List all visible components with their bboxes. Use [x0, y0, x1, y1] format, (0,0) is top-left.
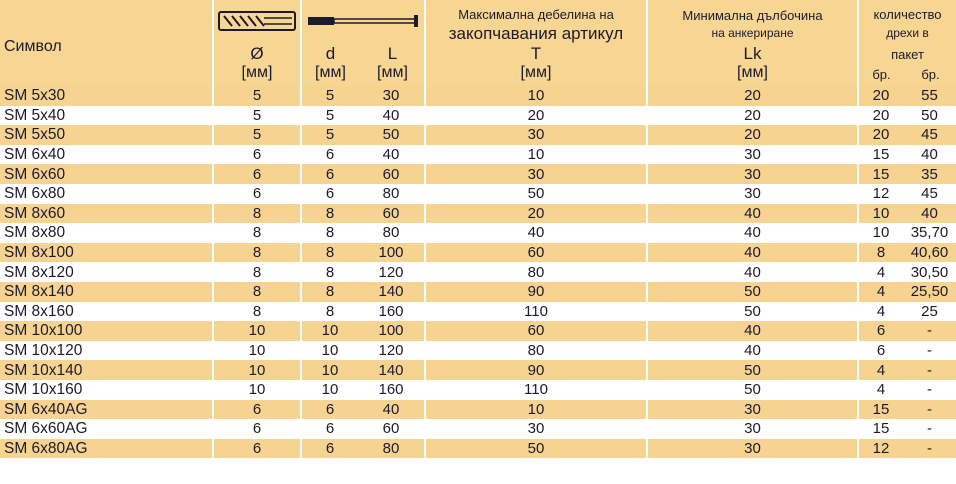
thickness-cell: 60 [425, 321, 647, 341]
diameter-cell: 5 [213, 125, 301, 145]
qty-box-cell: 40,60 [903, 243, 956, 263]
qty-pack-cell: 15 [858, 400, 903, 420]
symbol-cell: SM 5x50 [0, 125, 213, 145]
table-row [0, 262, 956, 282]
thickness-header-cell [425, 0, 647, 86]
depth-cell: 30 [647, 164, 858, 184]
quantity-header-line1: количество [873, 7, 942, 22]
d-cell: 10 [301, 321, 358, 341]
symbol-cell: SM 8x80 [0, 223, 213, 243]
quantity-col1-unit: бр. [872, 67, 891, 82]
table-row [0, 223, 956, 243]
depth-cell: 30 [647, 184, 858, 204]
qty-box-cell: - [903, 341, 956, 361]
depth-cell: 30 [647, 419, 858, 439]
diameter-cell: 6 [213, 145, 301, 165]
l-label: L [387, 44, 398, 63]
thickness-cell: 110 [425, 302, 647, 322]
qty-box-cell: 40 [903, 145, 956, 165]
qty-box-cell: 45 [903, 184, 956, 204]
diameter-cell: 8 [213, 223, 301, 243]
table-row [0, 380, 956, 400]
diameter-cell: 8 [213, 262, 301, 282]
qty-box-cell: 35,70 [903, 223, 956, 243]
diameter-cell: 10 [213, 321, 301, 341]
depth-header-line1: Минимална дълбочина [682, 8, 823, 23]
depth-header-line2: на анкериране [711, 26, 794, 40]
d-cell: 6 [301, 145, 358, 165]
length-cell: 140 [358, 360, 425, 380]
depth-cell: 40 [647, 321, 858, 341]
table-row [0, 243, 956, 263]
thickness-cell: 50 [425, 439, 647, 459]
length-cell: 100 [358, 321, 425, 341]
depth-cell: 30 [647, 145, 858, 165]
d-cell: 5 [301, 106, 358, 126]
diameter-cell: 5 [213, 86, 301, 106]
table-body [0, 86, 956, 458]
d-cell: 8 [301, 302, 358, 322]
symbol-cell: SM 10x140 [0, 360, 213, 380]
table-row [0, 321, 956, 341]
d-cell: 10 [301, 380, 358, 400]
table-row [0, 360, 956, 380]
thickness-cell: 30 [425, 125, 647, 145]
depth-cell: 40 [647, 243, 858, 263]
diameter-cell: 6 [213, 184, 301, 204]
symbol-cell: SM 10x100 [0, 321, 213, 341]
table-row [0, 400, 956, 420]
d-cell: 6 [301, 184, 358, 204]
diameter-cell: 10 [213, 341, 301, 361]
d-cell: 6 [301, 164, 358, 184]
d-cell: 10 [301, 360, 358, 380]
thickness-cell: 110 [425, 380, 647, 400]
symbol-cell: SM 5x30 [0, 86, 213, 106]
thickness-cell: 20 [425, 204, 647, 224]
depth-unit: [мм] [737, 64, 768, 81]
dimensions-header-cell [301, 0, 425, 86]
diameter-cell: 8 [213, 243, 301, 263]
table-row [0, 164, 956, 184]
diameter-cell: 10 [213, 360, 301, 380]
d-cell: 6 [301, 400, 358, 420]
qty-box-cell: 50 [903, 106, 956, 126]
qty-box-cell: 40 [903, 204, 956, 224]
diameter-unit: [мм] [241, 64, 273, 81]
diameter-cell: 6 [213, 164, 301, 184]
qty-box-cell: - [903, 321, 956, 341]
depth-cell: 40 [647, 223, 858, 243]
symbol-cell: SM 6x80AG [0, 439, 213, 459]
thickness-cell: 80 [425, 341, 647, 361]
thickness-cell: 30 [425, 164, 647, 184]
d-cell: 8 [301, 243, 358, 263]
length-cell: 80 [358, 439, 425, 459]
qty-box-cell: 30,50 [903, 262, 956, 282]
diameter-cell: 10 [213, 380, 301, 400]
diameter-cell: 6 [213, 419, 301, 439]
depth-header-cell [647, 0, 858, 86]
symbol-cell: SM 10x160 [0, 380, 213, 400]
length-cell: 40 [358, 400, 425, 420]
qty-box-cell: 45 [903, 125, 956, 145]
d-cell: 5 [301, 125, 358, 145]
symbol-cell: SM 6x40 [0, 145, 213, 165]
table-row [0, 282, 956, 302]
thickness-header-line1: Максимална дебелина на [458, 7, 614, 22]
symbol-header: Символ [4, 38, 62, 55]
table-row [0, 419, 956, 439]
qty-pack-cell: 10 [858, 223, 903, 243]
thickness-cell: 20 [425, 106, 647, 126]
diameter-cell: 6 [213, 400, 301, 420]
thickness-cell: 60 [425, 243, 647, 263]
depth-cell: 40 [647, 204, 858, 224]
frame-anchor-icon [306, 14, 420, 28]
depth-label: Lk [743, 44, 762, 63]
depth-cell: 40 [647, 341, 858, 361]
symbol-cell: SM 8x140 [0, 282, 213, 302]
d-label: d [325, 44, 336, 63]
length-cell: 40 [358, 145, 425, 165]
qty-box-cell: 25,50 [903, 282, 956, 302]
qty-pack-cell: 12 [858, 184, 903, 204]
header-row [0, 0, 956, 86]
diameter-label: Ø [250, 44, 264, 63]
length-cell: 120 [358, 262, 425, 282]
thickness-cell: 40 [425, 223, 647, 243]
qty-box-cell: - [903, 400, 956, 420]
l-unit: [мм] [377, 64, 408, 81]
length-cell: 120 [358, 341, 425, 361]
d-cell: 5 [301, 86, 358, 106]
table-row [0, 439, 956, 459]
d-cell: 8 [301, 262, 358, 282]
depth-cell: 30 [647, 439, 858, 459]
quantity-col2-unit: бр. [921, 67, 940, 82]
diameter-cell: 5 [213, 106, 301, 126]
d-cell: 8 [301, 282, 358, 302]
table-row [0, 184, 956, 204]
symbol-cell: SM 8x60 [0, 204, 213, 224]
thickness-cell: 90 [425, 282, 647, 302]
table-row [0, 341, 956, 361]
quantity-header-line2: дрехи в [886, 26, 929, 40]
depth-cell: 50 [647, 302, 858, 322]
d-cell: 6 [301, 439, 358, 459]
qty-pack-cell: 4 [858, 282, 903, 302]
qty-pack-cell: 4 [858, 380, 903, 400]
qty-pack-cell: 4 [858, 262, 903, 282]
depth-cell: 20 [647, 125, 858, 145]
qty-pack-cell: 4 [858, 302, 903, 322]
symbol-cell: SM 8x100 [0, 243, 213, 263]
table-row [0, 204, 956, 224]
thickness-unit: [мм] [520, 64, 552, 81]
depth-cell: 30 [647, 400, 858, 420]
thickness-label: T [530, 44, 542, 63]
length-cell: 60 [358, 164, 425, 184]
qty-pack-cell: 10 [858, 204, 903, 224]
qty-pack-cell: 4 [858, 360, 903, 380]
symbol-header-cell [0, 0, 213, 86]
table-row [0, 106, 956, 126]
d-cell: 8 [301, 204, 358, 224]
thickness-cell: 30 [425, 419, 647, 439]
length-cell: 40 [358, 106, 425, 126]
table-row [0, 145, 956, 165]
thickness-cell: 10 [425, 145, 647, 165]
qty-box-cell: - [903, 360, 956, 380]
symbol-cell: SM 8x160 [0, 302, 213, 322]
thickness-cell: 50 [425, 184, 647, 204]
symbol-cell: SM 10x120 [0, 341, 213, 361]
qty-pack-cell: 20 [858, 106, 903, 126]
length-cell: 30 [358, 86, 425, 106]
table-row [0, 125, 956, 145]
diameter-cell: 8 [213, 204, 301, 224]
qty-pack-cell: 20 [858, 125, 903, 145]
diameter-cell: 8 [213, 282, 301, 302]
qty-pack-cell: 15 [858, 164, 903, 184]
depth-cell: 50 [647, 360, 858, 380]
length-cell: 140 [358, 282, 425, 302]
length-cell: 80 [358, 223, 425, 243]
qty-box-cell: - [903, 419, 956, 439]
quantity-header-cell [858, 0, 956, 86]
length-cell: 60 [358, 419, 425, 439]
symbol-cell: SM 6x40AG [0, 400, 213, 420]
length-cell: 50 [358, 125, 425, 145]
d-unit: [мм] [315, 64, 346, 81]
diameter-cell: 8 [213, 302, 301, 322]
thickness-cell: 10 [425, 86, 647, 106]
length-cell: 60 [358, 204, 425, 224]
length-cell: 160 [358, 302, 425, 322]
diameter-cell: 6 [213, 439, 301, 459]
thickness-cell: 10 [425, 400, 647, 420]
qty-box-cell: 55 [903, 86, 956, 106]
d-cell: 8 [301, 223, 358, 243]
depth-cell: 50 [647, 380, 858, 400]
length-cell: 100 [358, 243, 425, 263]
depth-cell: 20 [647, 86, 858, 106]
diameter-header-cell [213, 0, 301, 86]
qty-pack-cell: 20 [858, 86, 903, 106]
qty-pack-cell: 6 [858, 341, 903, 361]
symbol-cell: SM 5x40 [0, 106, 213, 126]
qty-box-cell: - [903, 439, 956, 459]
length-cell: 80 [358, 184, 425, 204]
quantity-header-line3: пакет [891, 47, 924, 62]
table-row [0, 86, 956, 106]
symbol-cell: SM 6x60AG [0, 419, 213, 439]
symbol-cell: SM 6x60 [0, 164, 213, 184]
qty-box-cell: 35 [903, 164, 956, 184]
qty-pack-cell: 6 [858, 321, 903, 341]
thickness-header-line2: закопчавания артикул [448, 24, 624, 43]
length-cell: 160 [358, 380, 425, 400]
depth-cell: 20 [647, 106, 858, 126]
qty-box-cell: 25 [903, 302, 956, 322]
thickness-cell: 90 [425, 360, 647, 380]
qty-pack-cell: 12 [858, 439, 903, 459]
depth-cell: 50 [647, 282, 858, 302]
symbol-cell: SM 6x80 [0, 184, 213, 204]
qty-pack-cell: 15 [858, 419, 903, 439]
symbol-cell: SM 8x120 [0, 262, 213, 282]
d-cell: 6 [301, 419, 358, 439]
depth-cell: 40 [647, 262, 858, 282]
qty-pack-cell: 15 [858, 145, 903, 165]
thickness-cell: 80 [425, 262, 647, 282]
qty-pack-cell: 8 [858, 243, 903, 263]
qty-box-cell: - [903, 380, 956, 400]
drill-bit-icon [218, 10, 298, 32]
table-row [0, 302, 956, 322]
d-cell: 10 [301, 341, 358, 361]
